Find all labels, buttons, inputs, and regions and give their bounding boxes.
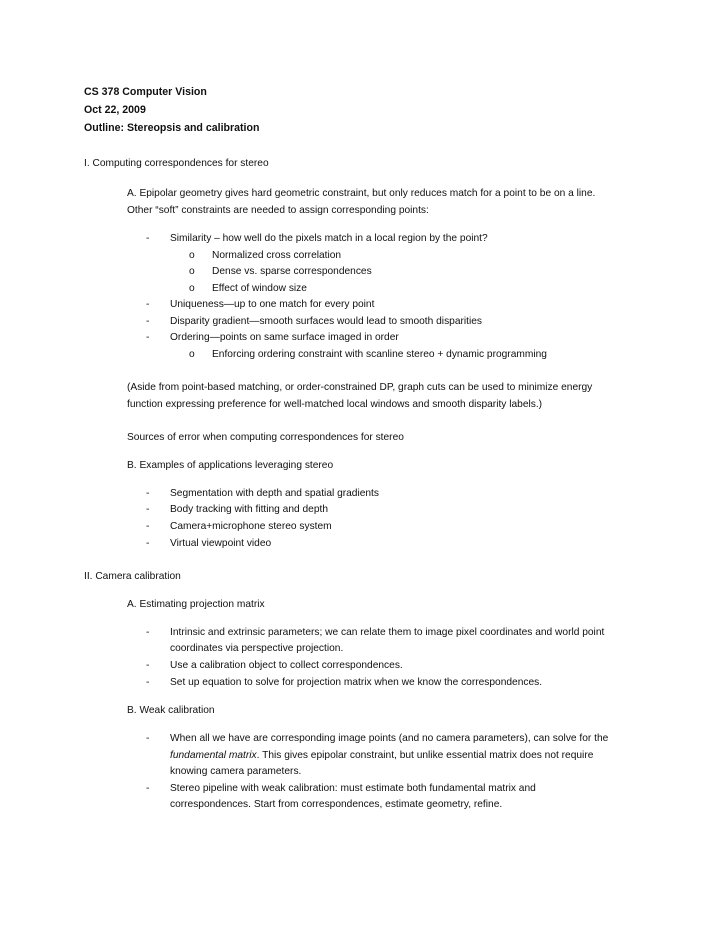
- weak-calibration-item-1-rest: . This gives epipolar constraint, but unlike essential matrix does not require: [256, 750, 594, 761]
- section-1-title: I. Computing correspondences for stereo: [84, 158, 269, 169]
- dash-marker: -: [146, 660, 150, 671]
- bullet-disparity-gradient: Disparity gradient—smooth surfaces would lead to smooth disparities: [170, 316, 482, 327]
- dash-marker: -: [146, 316, 150, 327]
- aside-line-2: function expressing preference for well-matched local windows and smooth disparity labels.): [127, 399, 543, 410]
- weak-calibration-item-2: Stereo pipeline with weak calibration: must estimate both fundamental matrix and: [170, 783, 536, 794]
- section-2b-title: B. Weak calibration: [127, 705, 215, 716]
- dash-marker: -: [146, 504, 150, 515]
- weak-calibration-item-1-line-3: knowing camera parameters.: [170, 766, 302, 777]
- circle-marker: o: [189, 349, 195, 360]
- weak-calibration-item-1-line-2: [170, 749, 593, 762]
- dash-marker: -: [146, 733, 150, 744]
- dash-marker: -: [146, 488, 150, 499]
- aside-line-1: (Aside from point-based matching, or order-constrained DP, graph cuts can be used to minimize energy: [127, 382, 593, 393]
- circle-marker: o: [189, 266, 195, 277]
- sub-bullet-ordering-constraint: Enforcing ordering constraint with scanline stereo + dynamic programming: [212, 349, 547, 360]
- calibration-item: Use a calibration object to collect correspondences.: [170, 660, 403, 671]
- bullet-uniqueness: Uniqueness—up to one match for every point: [170, 299, 375, 310]
- sub-bullet-ncc: Normalized cross correlation: [212, 250, 342, 261]
- dash-marker: -: [146, 783, 150, 794]
- dash-marker: -: [146, 538, 150, 549]
- dash-marker: -: [146, 233, 150, 244]
- circle-marker: o: [189, 250, 195, 261]
- section-2a-title: A. Estimating projection matrix: [127, 599, 265, 610]
- dash-marker: -: [146, 521, 150, 532]
- dash-marker: -: [146, 677, 150, 688]
- circle-marker: o: [189, 283, 195, 294]
- section-1a-line-1: A. Epipolar geometry gives hard geometric constraint, but only reduces match for a point to be on a line.: [127, 188, 596, 199]
- sub-bullet-dense-sparse: Dense vs. sparse correspondences: [212, 266, 372, 277]
- calibration-item-cont: coordinates via perspective projection.: [170, 643, 344, 654]
- fundamental-matrix-term: fundamental matrix: [170, 750, 257, 761]
- dash-marker: -: [146, 332, 150, 343]
- section-2-title: II. Camera calibration: [84, 571, 181, 582]
- course-title: CS 378 Computer Vision: [84, 86, 207, 98]
- weak-calibration-item-2-line-2: correspondences. Start from correspondences, estimate geometry, refine.: [170, 799, 503, 810]
- bullet-similarity: Similarity – how well do the pixels match in a local region by the point?: [170, 233, 488, 244]
- section-1b-title: B. Examples of applications leveraging stereo: [127, 460, 334, 471]
- lecture-date: Oct 22, 2009: [84, 104, 146, 116]
- application-item: Camera+microphone stereo system: [170, 521, 332, 532]
- application-item: Virtual viewpoint video: [170, 538, 272, 549]
- sub-bullet-window-size: Effect of window size: [212, 283, 307, 294]
- application-item: Segmentation with depth and spatial gradients: [170, 488, 379, 499]
- sources-of-error: Sources of error when computing correspondences for stereo: [127, 432, 404, 443]
- bullet-ordering: Ordering—points on same surface imaged in order: [170, 332, 399, 343]
- calibration-item: Intrinsic and extrinsic parameters; we can relate them to image pixel coordinates and world point: [170, 627, 605, 638]
- application-item: Body tracking with fitting and depth: [170, 504, 329, 515]
- dash-marker: -: [146, 299, 150, 310]
- dash-marker: -: [146, 627, 150, 638]
- calibration-item: Set up equation to solve for projection matrix when we know the correspondences.: [170, 677, 543, 688]
- section-1a-line-2: Other “soft” constraints are needed to assign corresponding points:: [127, 205, 429, 216]
- outline-title: Outline: Stereopsis and calibration: [84, 122, 260, 134]
- weak-calibration-item-1: When all we have are corresponding image points (and no camera parameters), can solve for the: [170, 733, 609, 744]
